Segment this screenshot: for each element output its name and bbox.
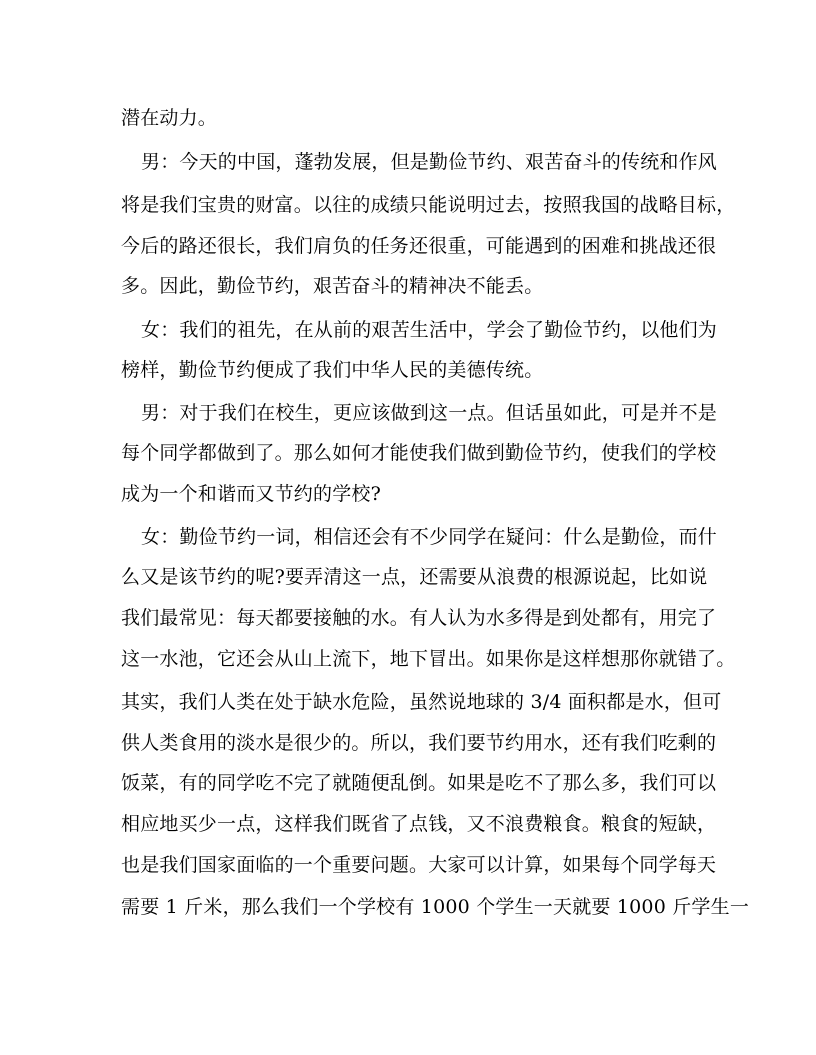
text-line: 榜样，勤俭节约便成了我们中华人民的美德传统。 xyxy=(121,359,544,381)
text-line: 饭菜，有的同学吃不完了就随便乱倒。如果是吃不了那么多，我们可以 xyxy=(121,772,717,794)
text-line: 其实，我们人类在处于缺水危险，虽然说地球的 3/4 面积都是水，但可 xyxy=(121,691,722,713)
text-line: 么又是该节约的呢?要弄清这一点，还需要从浪费的根源说起，比如说 xyxy=(121,566,708,588)
text-line: 这一水池，它还会从山上流下，地下冒出。如果你是这样想那你就错了。 xyxy=(121,648,736,670)
text-line: 相应地买少一点，这样我们既省了点钱，又不浪费粮食。粮食的短缺， xyxy=(121,813,717,835)
text-line: 需要 1 斤米，那么我们一个学校有 1000 个学生一天就要 1000 斤学生一 xyxy=(121,896,750,918)
text-line: 多。因此，勤俭节约，艰苦奋斗的精神决不能丢。 xyxy=(121,275,544,297)
text-line: 将是我们宝贵的财富。以往的成绩只能说明过去，按照我国的战略目标， xyxy=(121,194,736,216)
paragraph-first-line: 男：对于我们在校生，更应该做到这一点。但话虽如此，可是并不是 xyxy=(141,402,718,424)
text-line: 供人类食用的淡水是很少的。所以，我们要节约用水，还有我们吃剩的 xyxy=(121,732,717,754)
text-line: 也是我们国家面临的一个重要问题。大家可以计算，如果每个同学每天 xyxy=(121,854,717,876)
text-line: 潜在动力。 xyxy=(121,107,218,129)
paragraph-first-line: 女：勤俭节约一词，相信还会有不少同学在疑问：什么是勤俭，而什 xyxy=(141,526,718,548)
text-line: 成为一个和谐而又节约的学校? xyxy=(121,483,381,505)
paragraph-first-line: 男：今天的中国，蓬勃发展，但是勤俭节约、艰苦奋斗的传统和作风 xyxy=(141,151,718,173)
text-line: 我们最常见：每天都要接触的水。有人认为水多得是到处都有，用完了 xyxy=(121,607,717,629)
text-line: 每个同学都做到了。那么如何才能使我们做到勤俭节约，使我们的学校 xyxy=(121,442,717,464)
text-line: 今后的路还很长，我们肩负的任务还很重，可能遇到的困难和挑战还很 xyxy=(121,235,717,257)
paragraph-first-line: 女：我们的祖先，在从前的艰苦生活中，学会了勤俭节约，以他们为 xyxy=(141,319,718,341)
